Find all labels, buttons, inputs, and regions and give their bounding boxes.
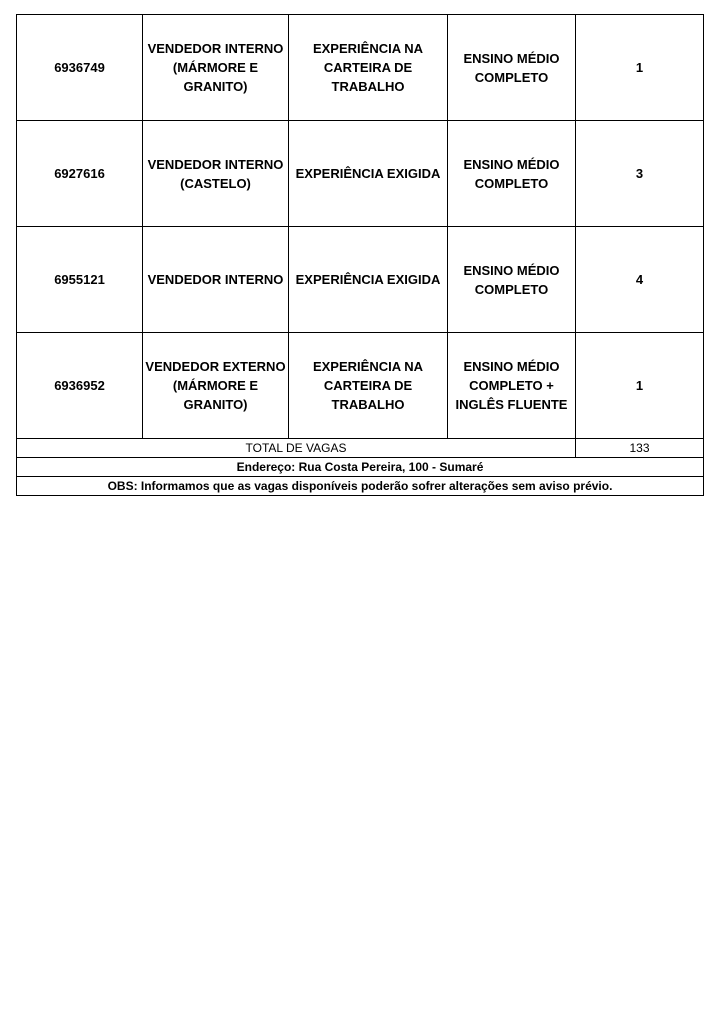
job-education-line: COMPLETO xyxy=(474,281,549,297)
job-vacancies: 1 xyxy=(576,15,704,121)
job-education xyxy=(448,333,576,439)
job-title-line: GRANITO) xyxy=(183,397,248,412)
job-title xyxy=(143,121,289,227)
table-row xyxy=(17,121,704,227)
job-code: 6955121 xyxy=(17,227,143,333)
table-row xyxy=(17,15,704,121)
total-value: 133 xyxy=(576,439,704,458)
job-code: 6936749 xyxy=(17,15,143,121)
job-vacancies: 3 xyxy=(576,121,704,227)
job-title-line: VENDEDOR INTERNO xyxy=(147,41,284,56)
total-row xyxy=(17,439,704,458)
table-row xyxy=(17,333,704,439)
job-experience-line: EXPERIÊNCIA NA xyxy=(312,41,424,56)
job-experience-line: CARTEIRA DE TRABALHO xyxy=(323,378,413,412)
job-experience-line: CARTEIRA DE TRABALHO xyxy=(323,60,413,94)
job-experience xyxy=(289,121,448,227)
job-code: 6936952 xyxy=(17,333,143,439)
job-experience-line: EXPERIÊNCIA NA xyxy=(312,359,424,374)
job-education xyxy=(448,15,576,121)
job-title-line: (CASTELO) xyxy=(180,175,251,191)
job-education-line: COMPLETO xyxy=(474,69,549,85)
address-text: Endereço: Rua Costa Pereira, 100 - Sumaré xyxy=(17,458,704,477)
job-education-line: COMPLETO + xyxy=(469,378,554,393)
job-education-line: ENSINO MÉDIO xyxy=(463,50,560,66)
obs-row xyxy=(17,477,704,496)
job-experience-line: EXPERIÊNCIA EXIGIDA xyxy=(295,166,441,181)
job-education-line: ENSINO MÉDIO xyxy=(463,359,560,374)
job-title-line: VENDEDOR EXTERNO xyxy=(145,359,286,374)
job-title-line: GRANITO) xyxy=(183,79,248,94)
job-code: 6927616 xyxy=(17,121,143,227)
job-education-line: ENSINO MÉDIO xyxy=(463,156,560,172)
job-vacancies-table xyxy=(16,14,704,496)
job-vacancies: 4 xyxy=(576,227,704,333)
obs-text: OBS: Informamos que as vagas disponíveis poderão sofrer alterações sem aviso prévio. xyxy=(17,477,704,496)
job-experience xyxy=(289,333,448,439)
job-title-line: (MÁRMORE E xyxy=(172,378,259,393)
job-experience xyxy=(289,15,448,121)
job-experience xyxy=(289,227,448,333)
job-title-line: (MÁRMORE E xyxy=(172,60,259,75)
job-education xyxy=(448,227,576,333)
job-title-line: VENDEDOR INTERNO xyxy=(147,156,284,172)
job-vacancies: 1 xyxy=(576,333,704,439)
job-title xyxy=(143,333,289,439)
job-experience-line: EXPERIÊNCIA EXIGIDA xyxy=(295,272,441,287)
job-title xyxy=(143,227,289,333)
job-title-line: VENDEDOR INTERNO xyxy=(147,272,284,287)
job-education-line: INGLÊS FLUENTE xyxy=(455,397,568,412)
table-row xyxy=(17,227,704,333)
job-education-line: ENSINO MÉDIO xyxy=(463,262,560,278)
total-label: TOTAL DE VAGAS xyxy=(17,439,576,458)
job-title xyxy=(143,15,289,121)
job-education xyxy=(448,121,576,227)
address-row xyxy=(17,458,704,477)
job-education-line: COMPLETO xyxy=(474,175,549,191)
